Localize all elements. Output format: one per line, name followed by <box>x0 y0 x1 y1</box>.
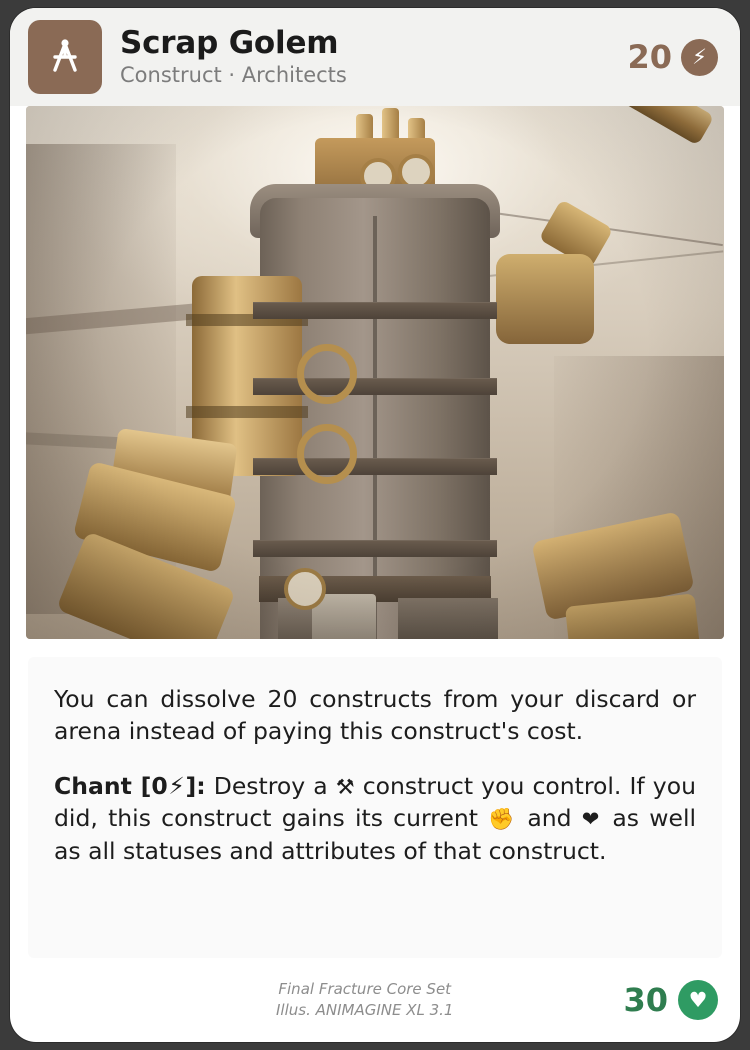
card-footer <box>10 958 740 1042</box>
art-illustration <box>26 106 724 639</box>
attack-glyph-icon: ✊ <box>488 807 518 832</box>
health-glyph-icon: ❤ <box>581 807 603 832</box>
card-type-line: Construct · Architects <box>120 62 347 87</box>
rules-text-d: as well as all statuses and attributes of that construct. <box>54 804 696 865</box>
architects-glyph-icon: ⚒ <box>335 774 355 799</box>
heart-icon: ♥ <box>678 980 718 1020</box>
faction-badge[interactable] <box>28 20 102 94</box>
card-artwork <box>26 106 724 639</box>
rules-text-a: Destroy a <box>205 771 336 800</box>
cost-value: 20 <box>627 38 672 76</box>
art-vignette <box>26 106 724 639</box>
set-name: Final Fracture Core Set <box>278 980 452 998</box>
card-name: Scrap Golem <box>120 25 339 62</box>
health-block <box>623 980 718 1020</box>
card-title-block <box>120 27 627 87</box>
creature-card <box>10 8 740 1042</box>
card-header <box>10 8 740 106</box>
cost-block <box>627 39 718 76</box>
rules-line-chant <box>54 770 696 867</box>
credits-block <box>36 979 623 1021</box>
rules-text-c: and <box>517 804 582 833</box>
architects-compass-icon <box>43 35 87 79</box>
rules-text-box <box>28 657 722 958</box>
rules-text-b: construct you control. If you did, this construct gains its current <box>54 771 696 833</box>
keyword-chant: Chant [0⚡]: <box>54 771 206 800</box>
illustrator-credit: Illus. ANIMAGINE XL 3.1 <box>275 1001 454 1019</box>
energy-icon: ⚡ <box>681 39 718 76</box>
rules-line-alt-cost: You can dissolve 20 constructs from your discard or arena instead of paying this construct's cost. <box>54 685 696 746</box>
health-value: 30 <box>623 981 668 1019</box>
